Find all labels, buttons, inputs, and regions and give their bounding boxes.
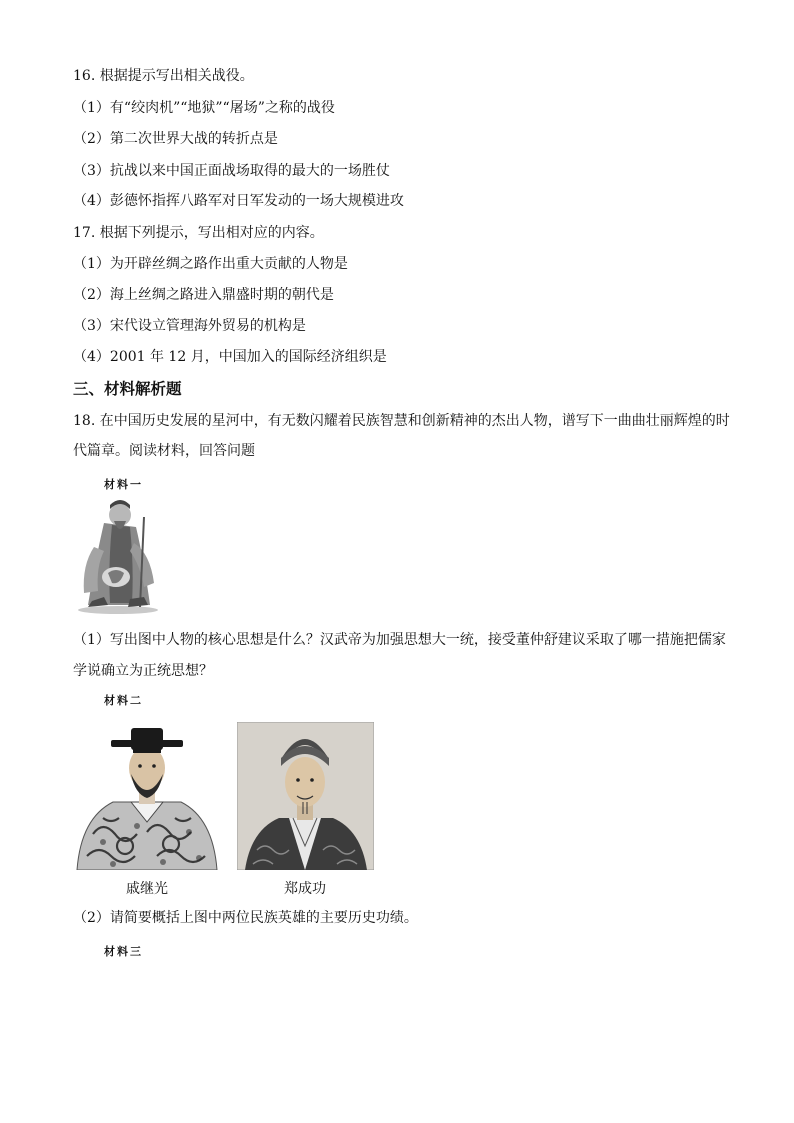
q17-item-3: （3）宋代设立管理海外贸易的机构是 bbox=[73, 318, 306, 334]
q18-stem-line-2: 代篇章。阅读材料，回答问题 bbox=[73, 443, 255, 459]
material-2-label: 材料二 bbox=[104, 694, 143, 707]
q16-item-1: （1）有“绞肉机”“地狱”“屠场”之称的战役 bbox=[73, 100, 335, 116]
section-heading: 三、材料解析题 bbox=[73, 380, 182, 398]
q18-sub-1-line-1: （1）写出图中人物的核心思想是什么？汉武帝为加强思想大一统，接受董仲舒建议采取了哪一措施把儒家 bbox=[73, 632, 726, 648]
portrait-qi-jiguang bbox=[73, 722, 221, 870]
portrait-left-caption: 戚继光 bbox=[126, 881, 168, 897]
q16-item-3: （3）抗战以来中国正面战场取得的最大的一场胜仗 bbox=[73, 163, 390, 179]
q17-item-2: （2）海上丝绸之路进入鼎盛时期的朝代是 bbox=[73, 287, 334, 303]
material-1-label: 材料一 bbox=[104, 478, 143, 491]
q17-stem: 17. 根据下列提示，写出相对应的内容。 bbox=[73, 225, 324, 241]
q17-item-4: （4）2001 年 12 月，中国加入的国际经济组织是 bbox=[73, 349, 387, 365]
portrait-right-caption: 郑成功 bbox=[284, 881, 326, 897]
confucius-illustration bbox=[74, 497, 164, 615]
material-3-label: 材料三 bbox=[104, 945, 143, 958]
q18-sub-1-line-2: 学说确立为正统思想？ bbox=[73, 663, 213, 679]
q18-stem-line-1: 18. 在中国历史发展的星河中，有无数闪耀着民族智慧和创新精神的杰出人物，谱写下一曲曲壮丽辉煌的时 bbox=[73, 413, 730, 429]
q16-stem: 16. 根据提示写出相关战役。 bbox=[73, 68, 254, 84]
q17-item-1: （1）为开辟丝绸之路作出重大贡献的人物是 bbox=[73, 256, 348, 272]
q16-item-2: （2）第二次世界大战的转折点是 bbox=[73, 131, 278, 147]
portrait-zheng-chenggong bbox=[237, 722, 374, 870]
q16-item-4: （4）彭德怀指挥八路军对日军发动的一场大规模进攻 bbox=[73, 193, 404, 209]
q18-sub-2: （2）请简要概括上图中两位民族英雄的主要历史功绩。 bbox=[73, 910, 418, 926]
